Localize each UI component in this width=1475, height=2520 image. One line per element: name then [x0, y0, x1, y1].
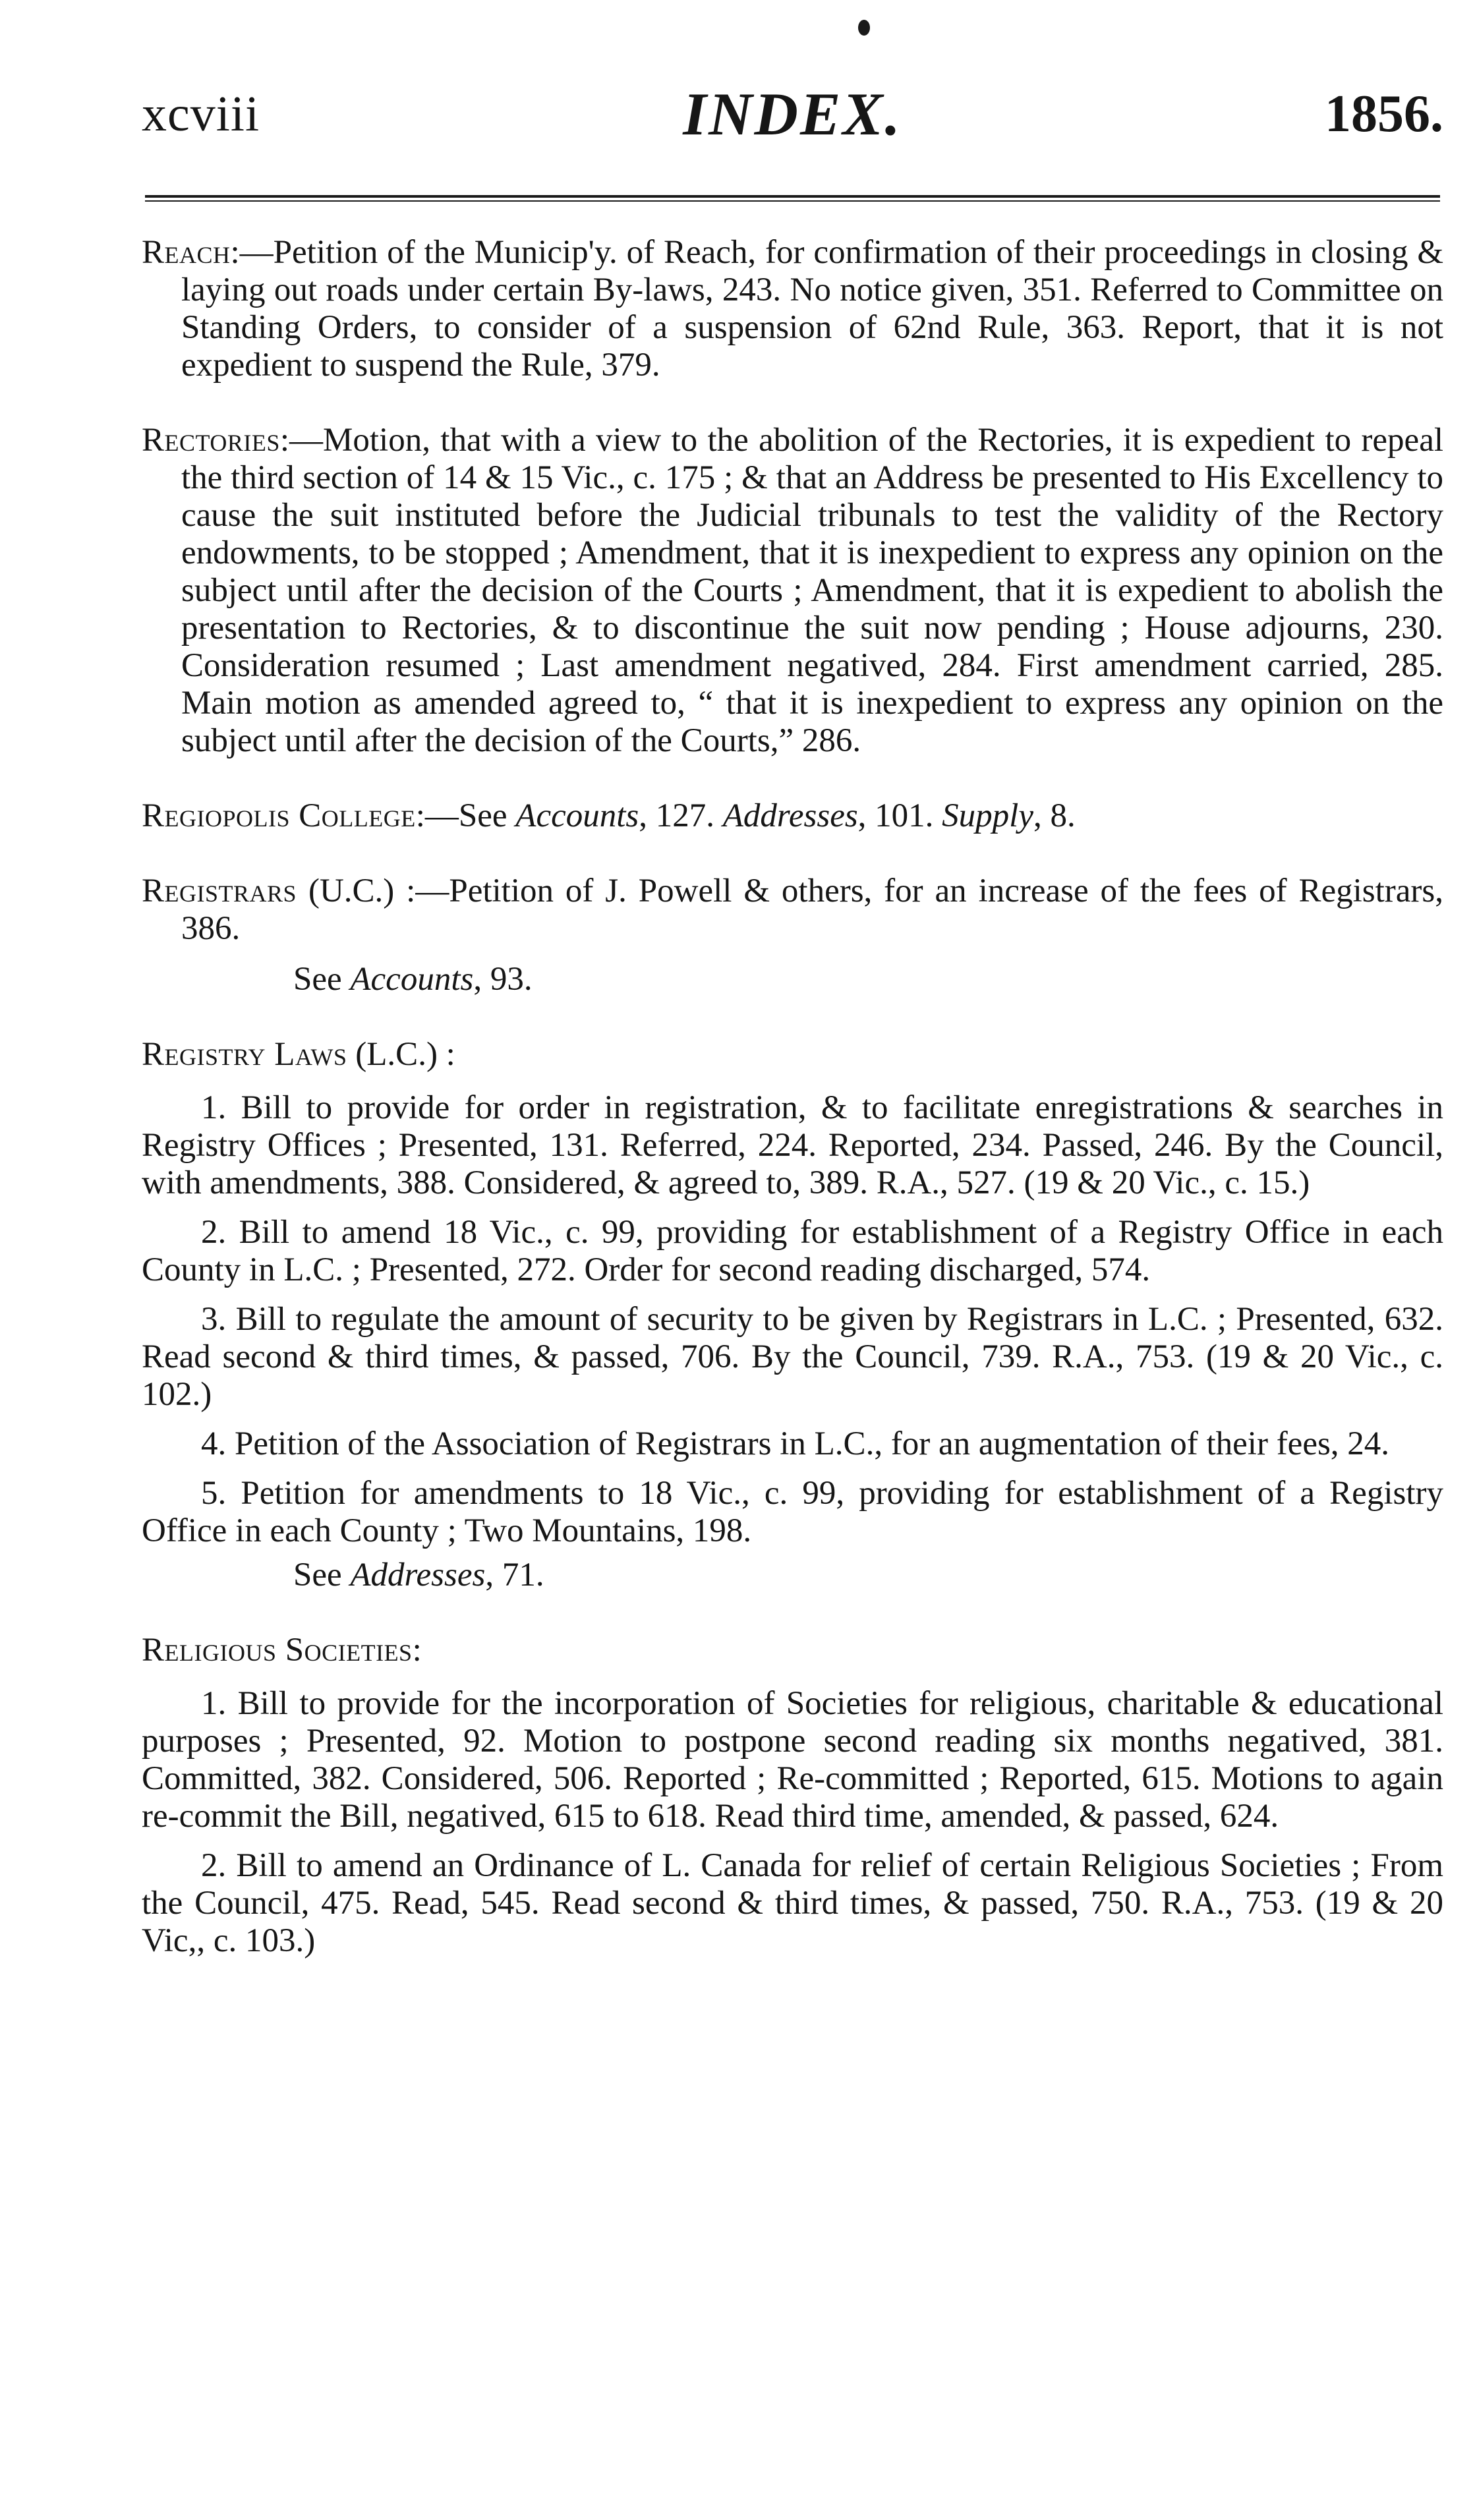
- page-number: xcviii: [142, 86, 260, 142]
- page-title: INDEX.: [683, 80, 902, 148]
- entry-reach: [142, 234, 1443, 384]
- sub-item: 1. Bill to provide for the incorporation of Societies for religious, charitable & educational purposes ; Presented, 92. Motion to postpone second reading six months negatived, 381. Committed, 382. Considered, 506. Reported ; Re-committed ; Reported, 615. Motions to again re-commit the Bill, negatived, 615 to 618. Read third time, amended, & passed, 624.: [142, 1685, 1443, 1835]
- header-rule: [145, 195, 1440, 202]
- printer-dot-mark: [858, 20, 870, 36]
- entry-head: Registrars: [142, 873, 297, 909]
- page-year: 1856.: [1325, 85, 1443, 143]
- sub-item: 5. Petition for amendments to 18 Vic., c. 99, providing for establishment of a Registry Office in each County ; Two Mountains, 198.: [142, 1475, 1443, 1549]
- see-also-registrars: See Accounts, 93.: [293, 961, 533, 998]
- sub-item: 2. Bill to amend 18 Vic., c. 99, providing for establishment of a Registry Office in each County in L.C. ; Presented, 272. Order for second reading discharged, 574.: [142, 1214, 1443, 1288]
- see-also-registry-laws: See Addresses, 71.: [293, 1557, 544, 1593]
- cross-reference: Addresses: [350, 1557, 486, 1593]
- cross-reference: Supply: [942, 797, 1033, 834]
- cross-reference: Accounts: [515, 797, 639, 834]
- sub-item: 3. Bill to regulate the amount of security to be given by Registrars in L.C. ; Presented, 632. Read second & third times, & passed, 706. By the Council, 739. R.A., 753. (19 & 20 Vic., c. 102.): [142, 1301, 1443, 1413]
- entry-regiopolis-college: Regiopolis College:—See Accounts, 127. Addresses, 101. Supply, 8.: [142, 797, 1076, 834]
- entry-text: :—Petition of the Municip'y. of Reach, for confirmation of their proceedings in closing & laying out roads under certain By-laws, 243. No notice given, 351. Referred to Committee on Standing Orders, to consider of a suspension of 62nd Rule, 363. Report, that it is not expedient to suspend the Rule, 379.: [181, 234, 1443, 384]
- sub-item: 2. Bill to amend an Ordinance of L. Canada for relief of certain Religious Societies ; From the Council, 475. Read, 545. Read second & third times, & passed, 750. R.A., 753. (19 & 20 Vic,, c. 103.): [142, 1847, 1443, 1959]
- index-body: [142, 234, 1443, 1972]
- entry-head: Reach: [142, 234, 231, 271]
- cross-reference: Addresses: [722, 797, 858, 834]
- entry-text: :—Motion, that with a view to the abolition of the Rectories, it is expedient to repeal the third section of 14 & 15 Vic., c. 175 ; & that an Address be presented to His Excellency to cause the suit instituted before the Judicial tribunals to test the validity of the Rectory endowments, to be stopped ; Amendment, that it is inexpedient to express any opinion on the subject until after the decision of the Courts ; Amendment, that it is expedient to abolish the presentation to Rectories, & to discontinue the suit now pending ; House adjourns, 230. Consideration resumed ; Last amendment negatived, 284. First amendment carried, 285. Main motion as amended agreed to, “ that it is inexpedient to express any opinion on the subject until after the decision of the Courts,” 286.: [181, 422, 1443, 759]
- entry-head: Religious Societies: [142, 1632, 413, 1669]
- entry-registrars: [142, 873, 1443, 948]
- cross-reference: Accounts: [350, 961, 474, 998]
- entry-head: Rectories: [142, 422, 280, 459]
- sub-item: 1. Bill to provide for order in registration, & to facilitate enregistrations & searches in Registry Offices ; Presented, 131. Referred, 224. Reported, 234. Passed, 246. By the Council, with amendments, 388. Considered, & agreed to, 389. R.A., 527. (19 & 20 Vic., c. 15.): [142, 1089, 1443, 1201]
- entry-text: (U.C.) :—Petition of J. Powell & others, for an increase of the fees of Registrars, 386.: [181, 873, 1443, 947]
- entry-head: Regiopolis College: [142, 797, 416, 834]
- entry-head: Registry Laws: [142, 1036, 347, 1073]
- sub-item: 4. Petition of the Association of Registrars in L.C., for an augmentation of their fees, 24.: [201, 1425, 1390, 1462]
- entry-registry-laws: Registry Laws (L.C.) :: [142, 1036, 455, 1073]
- page-header: [142, 78, 1443, 150]
- entry-rectories: [142, 422, 1443, 760]
- entry-religious-societies: Religious Societies:: [142, 1632, 422, 1669]
- index-page: [142, 0, 1443, 2520]
